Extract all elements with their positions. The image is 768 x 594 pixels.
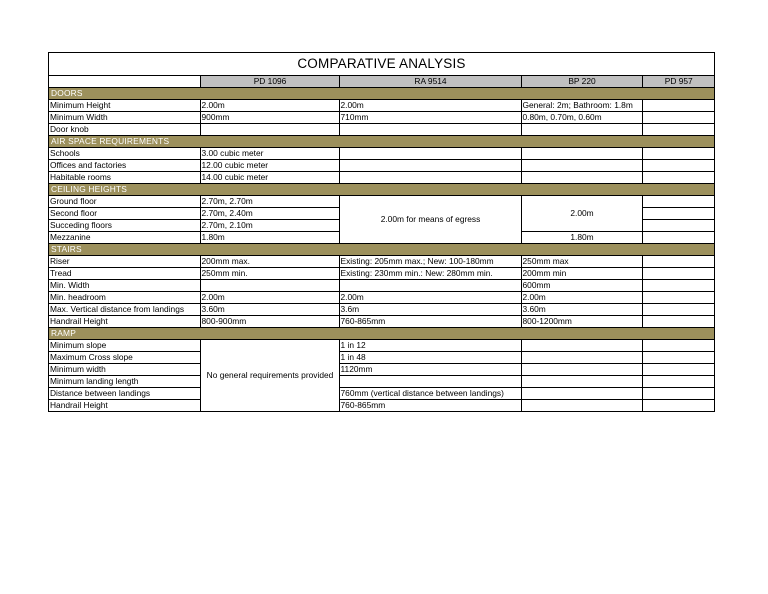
row-label: Minimum landing length	[49, 376, 200, 388]
cell-ra9514: 710mm	[339, 112, 521, 124]
cell-bp220	[521, 352, 642, 364]
table-row	[49, 400, 714, 412]
section-row-air-space	[49, 136, 714, 148]
comparative-analysis-sheet	[48, 52, 715, 412]
cell-pd1096: 800-900mm	[200, 316, 339, 328]
cell-pd1096: 2.70m, 2.10m	[200, 220, 339, 232]
table-row	[49, 112, 714, 124]
cell-bp220	[521, 172, 642, 184]
section-row-stairs	[49, 244, 714, 256]
table-row	[49, 340, 714, 352]
table-row	[49, 268, 714, 280]
cell-bp220: 800-1200mm	[521, 316, 642, 328]
cell-ra9514: 1120mm	[339, 364, 521, 376]
cell-ra9514: 3.6m	[339, 304, 521, 316]
cell-ra9514: 760mm (vertical distance between landings)	[339, 388, 521, 400]
row-label: Ground floor	[49, 196, 200, 208]
cell-bp220	[521, 376, 642, 388]
cell-ra9514: Existing: 205mm max.; New: 100-180mm	[339, 256, 521, 268]
cell-pd1096-merged: No general requirements provided	[200, 340, 339, 412]
cell-pd1096: 3.00 cubic meter	[200, 148, 339, 160]
cell-pd1096: 2.00m	[200, 292, 339, 304]
cell-ra9514	[339, 280, 521, 292]
cell-pd957	[642, 376, 714, 388]
table-row	[49, 280, 714, 292]
cell-ra9514	[339, 148, 521, 160]
table-row	[49, 160, 714, 172]
section-row-ceiling-heights	[49, 184, 714, 196]
cell-pd1096: 2.70m, 2.40m	[200, 208, 339, 220]
cell-pd957	[642, 364, 714, 376]
row-label: Distance between landings	[49, 388, 200, 400]
table-row	[49, 376, 714, 388]
section-label-air-space: AIR SPACE REQUIREMENTS	[49, 136, 714, 148]
cell-pd957	[642, 256, 714, 268]
cell-bp220: 250mm max	[521, 256, 642, 268]
cell-pd1096: 900mm	[200, 112, 339, 124]
row-label: Minimum slope	[49, 340, 200, 352]
cell-ra9514: 760-865mm	[339, 400, 521, 412]
table-row	[49, 388, 714, 400]
cell-ra9514: 1 in 12	[339, 340, 521, 352]
cell-ra9514: 2.00m	[339, 100, 521, 112]
table-row	[49, 148, 714, 160]
cell-pd1096: 2.00m	[200, 100, 339, 112]
cell-bp220	[521, 388, 642, 400]
cell-pd957	[642, 172, 714, 184]
cell-pd957	[642, 268, 714, 280]
cell-pd957	[642, 280, 714, 292]
row-label: Handrail Height	[49, 316, 200, 328]
cell-pd957	[642, 208, 714, 220]
row-label: Maximum Cross slope	[49, 352, 200, 364]
cell-bp220: 1.80m	[521, 232, 642, 244]
row-label: Riser	[49, 256, 200, 268]
section-label-doors: DOORS	[49, 88, 714, 100]
cell-pd957	[642, 304, 714, 316]
cell-pd957	[642, 400, 714, 412]
column-header-pd957: PD 957	[642, 76, 714, 88]
cell-pd1096: 250mm min.	[200, 268, 339, 280]
section-row-ramp	[49, 328, 714, 340]
table-row	[49, 124, 714, 136]
row-label: Offices and factories	[49, 160, 200, 172]
section-row-doors	[49, 88, 714, 100]
cell-pd1096: 200mm max.	[200, 256, 339, 268]
cell-ra9514	[339, 376, 521, 388]
row-label: Habitable rooms	[49, 172, 200, 184]
column-header-pd1096: PD 1096	[200, 76, 339, 88]
cell-pd1096	[200, 124, 339, 136]
cell-pd957	[642, 232, 714, 244]
cell-ra9514	[339, 160, 521, 172]
cell-pd1096: 12.00 cubic meter	[200, 160, 339, 172]
row-label: Min. Width	[49, 280, 200, 292]
cell-ra9514	[339, 124, 521, 136]
row-label: Minimum width	[49, 364, 200, 376]
cell-pd957	[642, 292, 714, 304]
cell-pd957	[642, 124, 714, 136]
cell-pd957	[642, 148, 714, 160]
cell-pd957	[642, 340, 714, 352]
table-row	[49, 304, 714, 316]
cell-pd1096: 1.80m	[200, 232, 339, 244]
cell-bp220-merged: 2.00m	[521, 196, 642, 232]
table-row	[49, 196, 714, 208]
cell-pd957	[642, 220, 714, 232]
cell-ra9514: 2.00m	[339, 292, 521, 304]
comparison-table	[49, 76, 714, 412]
column-header-row	[49, 76, 714, 88]
row-label: Min. headroom	[49, 292, 200, 304]
table-row	[49, 364, 714, 376]
cell-bp220	[521, 400, 642, 412]
row-label: Tread	[49, 268, 200, 280]
row-label: Mezzanine	[49, 232, 200, 244]
table-row	[49, 256, 714, 268]
cell-ra9514-merged: 2.00m for means of egress	[339, 196, 521, 244]
cell-bp220	[521, 148, 642, 160]
row-label: Max. Vertical distance from landings	[49, 304, 200, 316]
section-label-ramp: RAMP	[49, 328, 714, 340]
row-label: Minimum Height	[49, 100, 200, 112]
cell-bp220: General: 2m; Bathroom: 1.8m	[521, 100, 642, 112]
cell-ra9514: 1 in 48	[339, 352, 521, 364]
section-label-stairs: STAIRS	[49, 244, 714, 256]
cell-ra9514: 760-865mm	[339, 316, 521, 328]
cell-pd957	[642, 316, 714, 328]
cell-pd1096: 2.70m, 2.70m	[200, 196, 339, 208]
column-header-ra9514: RA 9514	[339, 76, 521, 88]
cell-pd957	[642, 352, 714, 364]
table-row	[49, 352, 714, 364]
table-row	[49, 100, 714, 112]
cell-bp220	[521, 364, 642, 376]
row-label: Door knob	[49, 124, 200, 136]
row-label: Succeding floors	[49, 220, 200, 232]
cell-pd957	[642, 160, 714, 172]
page-title: COMPARATIVE ANALYSIS	[49, 53, 714, 76]
cell-bp220	[521, 160, 642, 172]
cell-pd1096: 3.60m	[200, 304, 339, 316]
cell-pd1096: 14.00 cubic meter	[200, 172, 339, 184]
row-label: Schools	[49, 148, 200, 160]
cell-pd957	[642, 100, 714, 112]
cell-ra9514: Existing: 230mm min.: New: 280mm min.	[339, 268, 521, 280]
cell-bp220	[521, 340, 642, 352]
row-label: Minimum Width	[49, 112, 200, 124]
cell-bp220: 600mm	[521, 280, 642, 292]
table-row	[49, 292, 714, 304]
column-header-bp220: BP 220	[521, 76, 642, 88]
row-label: Second floor	[49, 208, 200, 220]
cell-bp220: 2.00m	[521, 292, 642, 304]
cell-pd957	[642, 388, 714, 400]
cell-bp220: 0.80m, 0.70m, 0.60m	[521, 112, 642, 124]
cell-pd957	[642, 112, 714, 124]
header-blank-cell	[49, 76, 200, 88]
section-label-ceiling-heights: CEILING HEIGHTS	[49, 184, 714, 196]
cell-pd1096	[200, 280, 339, 292]
cell-bp220: 200mm min	[521, 268, 642, 280]
cell-pd957	[642, 196, 714, 208]
table-row	[49, 316, 714, 328]
table-row	[49, 172, 714, 184]
row-label: Handrail Height	[49, 400, 200, 412]
cell-bp220	[521, 124, 642, 136]
cell-bp220: 3.60m	[521, 304, 642, 316]
cell-ra9514	[339, 172, 521, 184]
